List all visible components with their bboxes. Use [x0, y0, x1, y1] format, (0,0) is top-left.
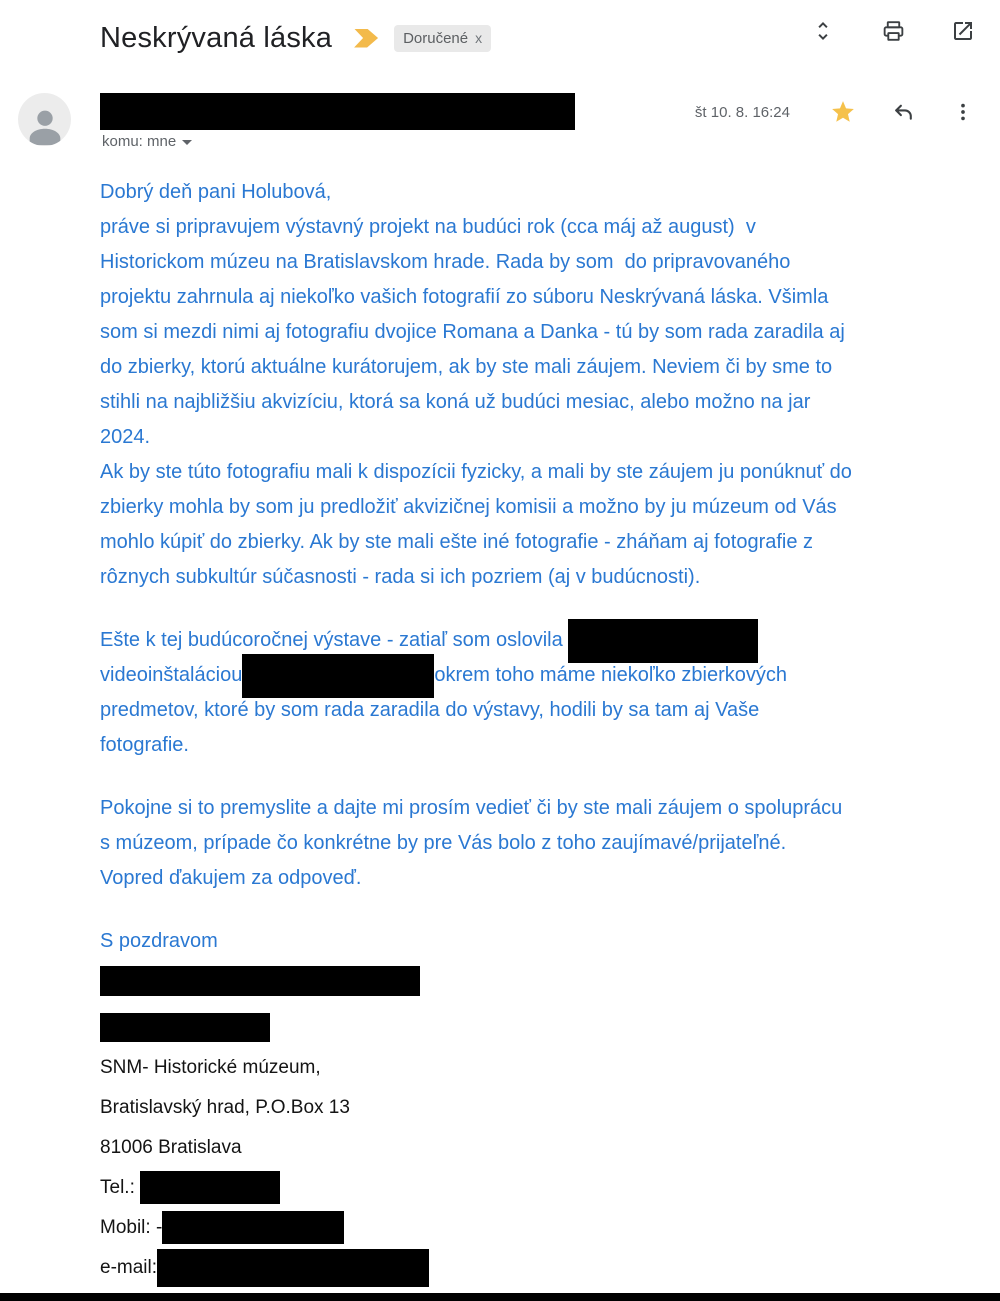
- body-text: 81006 Bratislava: [100, 1137, 242, 1158]
- person-icon: [22, 102, 68, 146]
- body-text: e-mail:: [100, 1257, 158, 1278]
- body-line: [100, 560, 984, 595]
- sender-avatar[interactable]: [18, 93, 71, 146]
- body-line: [100, 315, 984, 350]
- body-text: práve si pripravujem výstavný projekt na budúci rok (cca máj až august) v: [100, 216, 756, 238]
- body-line: [100, 350, 984, 385]
- body-text: Historickom múzeu na Bratislavskom hrade. Rada by som do pripravovaného: [100, 251, 791, 273]
- body-line: [100, 385, 984, 420]
- more-vert-icon: [952, 101, 974, 123]
- body-text: fotografie.: [100, 734, 189, 756]
- body-text: do zbierky, ktorú aktuálne kurátorujem, ak by ste mali záujem. Neviem či by sme to: [100, 356, 833, 378]
- redaction-bar: [100, 1013, 270, 1042]
- email-body: [100, 175, 984, 1288]
- body-line: [100, 525, 984, 560]
- body-line: [100, 1128, 984, 1168]
- star-icon: [830, 99, 856, 125]
- body-line: [100, 826, 984, 861]
- reply-icon: [891, 100, 916, 125]
- body-text: Mobil: -: [100, 1217, 163, 1238]
- body-text: mohlo kúpiť do zbierky. Ak by ste mali ešte iné fotografie - zháňam aj fotografie z: [100, 531, 814, 553]
- body-text: 2024.: [100, 426, 151, 448]
- body-text: videoinštaláciou: [100, 664, 243, 686]
- redaction-bar: [568, 619, 758, 663]
- importance-marker-icon: [354, 29, 378, 48]
- body-text: Dobrý deň pani Holubová,: [100, 181, 332, 203]
- body-text: som si mezdi nimi aj fotografiu dvojice Romana a Danka - tú by som rada zaradila aj: [100, 321, 845, 343]
- body-blank-line: [100, 763, 984, 791]
- expand-all-button[interactable]: [810, 18, 836, 44]
- body-line: [100, 455, 984, 490]
- more-options-button[interactable]: [950, 99, 976, 125]
- body-line: [100, 175, 984, 210]
- message-meta-actions: [695, 99, 976, 125]
- redaction-bar: [140, 1171, 280, 1204]
- body-text: Ak by ste túto fotografiu mali k dispozícii fyzicky, a mali by ste záujem ju ponúknuť do: [100, 461, 852, 483]
- body-line: [100, 490, 984, 525]
- body-text: Pokojne si to premyslite a dajte mi prosím vedieť či by ste mali záujem o spoluprácu: [100, 797, 843, 819]
- label-remove-icon[interactable]: x: [475, 30, 483, 46]
- body-line: [100, 1013, 984, 1042]
- body-line: [100, 210, 984, 245]
- body-text: Tel.:: [100, 1177, 141, 1198]
- label-chip-inbox[interactable]: [394, 25, 491, 52]
- bottom-redaction-bar: [0, 1293, 1000, 1301]
- body-line: [100, 623, 984, 658]
- body-line: [100, 1208, 984, 1248]
- label-chip-text: Doručené: [403, 29, 469, 47]
- body-line: [100, 924, 984, 959]
- open-in-new-icon: [951, 19, 975, 43]
- redaction-bar: [100, 966, 420, 996]
- body-line: [100, 658, 984, 693]
- body-line: [100, 966, 984, 996]
- body-text: SNM- Historické múzeum,: [100, 1057, 321, 1078]
- body-text: predmetov, ktoré by som rada zaradila do výstavy, hodili by sa tam aj Vaše: [100, 699, 760, 721]
- body-text: Vopred ďakujem za odpoveď.: [100, 867, 362, 889]
- sender-name-redaction-bar: [100, 93, 575, 130]
- body-line: [100, 693, 984, 728]
- body-text: projektu zahrnula aj niekoľko vašich fotografií zo súboru Neskrývaná láska. Všimla: [100, 286, 829, 308]
- body-text: stihli na najbližšiu akvizíciu, ktorá sa koná už budúci mesiac, alebo možno na jar: [100, 391, 811, 413]
- redaction-bar: [242, 654, 434, 698]
- body-text: Bratislavský hrad, P.O.Box 13: [100, 1097, 350, 1118]
- open-in-new-button[interactable]: [950, 18, 976, 44]
- message-date: št 10. 8. 16:24: [694, 103, 790, 121]
- body-blank-line: [100, 896, 984, 924]
- body-line: [100, 1048, 984, 1088]
- body-line: [100, 728, 984, 763]
- reply-button[interactable]: [890, 99, 916, 125]
- printer-icon: [881, 19, 906, 44]
- body-line: [100, 1168, 984, 1208]
- body-line: [100, 280, 984, 315]
- body-text: s múzeom, prípade čo konkrétne by pre Vás bolo z toho zaujímavé/prijateľné.: [100, 832, 787, 854]
- star-button[interactable]: [830, 99, 856, 125]
- header-actions: [810, 18, 976, 44]
- redaction-bar: [157, 1249, 429, 1287]
- email-subject: Neskrývaná láska: [100, 21, 333, 54]
- body-line: [100, 861, 984, 896]
- body-line: [100, 420, 984, 455]
- body-text: zbierky mohla by som ju predložiť akvizičnej komisii a možno by ju múzeum od Vás: [100, 496, 837, 518]
- unfold-more-icon: [811, 19, 835, 43]
- body-text: okrem toho máme niekoľko zbierkových: [434, 664, 787, 686]
- body-text: S pozdravom: [100, 930, 218, 952]
- recipient-dropdown[interactable]: [102, 133, 192, 150]
- body-text: Ešte k tej budúcoročnej výstave - zatiaľ som oslovila: [100, 629, 569, 651]
- recipient-text: komu: mne: [102, 133, 177, 150]
- redaction-bar: [162, 1211, 344, 1244]
- body-line: [100, 1088, 984, 1128]
- body-line: [100, 791, 984, 826]
- body-text: rôznych subkultúr súčasnosti - rada si ich pozriem (aj v budúcnosti).: [100, 566, 701, 588]
- chevron-down-icon: [182, 140, 192, 145]
- body-line: [100, 1248, 984, 1288]
- print-button[interactable]: [880, 18, 906, 44]
- body-blank-line: [100, 595, 984, 623]
- body-line: [100, 245, 984, 280]
